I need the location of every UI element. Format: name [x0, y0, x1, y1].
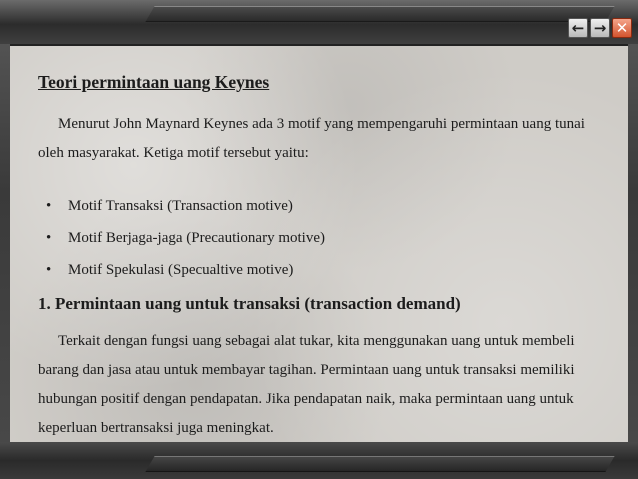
list-item: • Motif Transaksi (Transaction motive) — [38, 196, 325, 228]
arrow-right-icon: → — [593, 18, 607, 37]
arrow-left-icon: ← — [571, 18, 585, 37]
close-button[interactable] — [612, 18, 632, 38]
title-bar-groove — [145, 6, 614, 22]
bottom-bar — [0, 442, 638, 479]
slide-page — [10, 44, 628, 442]
bottom-bar-groove — [145, 456, 614, 472]
window-controls — [568, 18, 632, 38]
list-item: • Motif Berjaga-jaga (Precautionary motive) — [38, 228, 325, 260]
slide-title: Teori permintaan uang Keynes — [38, 72, 270, 92]
list-item: • Motif Spekulasi (Specualtive motive) — [38, 260, 325, 292]
intro-paragraph: Menurut John Maynard Keynes ada 3 motif yang mempengaruhi permintaan uang tunai oleh masyarakat. Ketiga motif tersebut yaitu: — [38, 116, 585, 161]
close-icon: ✕ — [615, 18, 629, 37]
motive-list — [38, 196, 325, 292]
section-heading: 1. Permintaan uang untuk transaksi (transaction demand) — [38, 294, 461, 313]
section-paragraph: Terkait dengan fungsi uang sebagai alat tukar, kita menggunakan uang untuk membeli barang dan jasa atau untuk membayar tagihan. Permintaan uang untuk transaksi memiliki hubungan positif dengan pendapatan. Jika pendapatan naik, maka permintaan uang untuk keperluan bertransaksi juga meningkat. — [38, 333, 575, 436]
forward-button[interactable] — [590, 18, 610, 38]
back-button[interactable] — [568, 18, 588, 38]
title-bar — [0, 0, 638, 44]
